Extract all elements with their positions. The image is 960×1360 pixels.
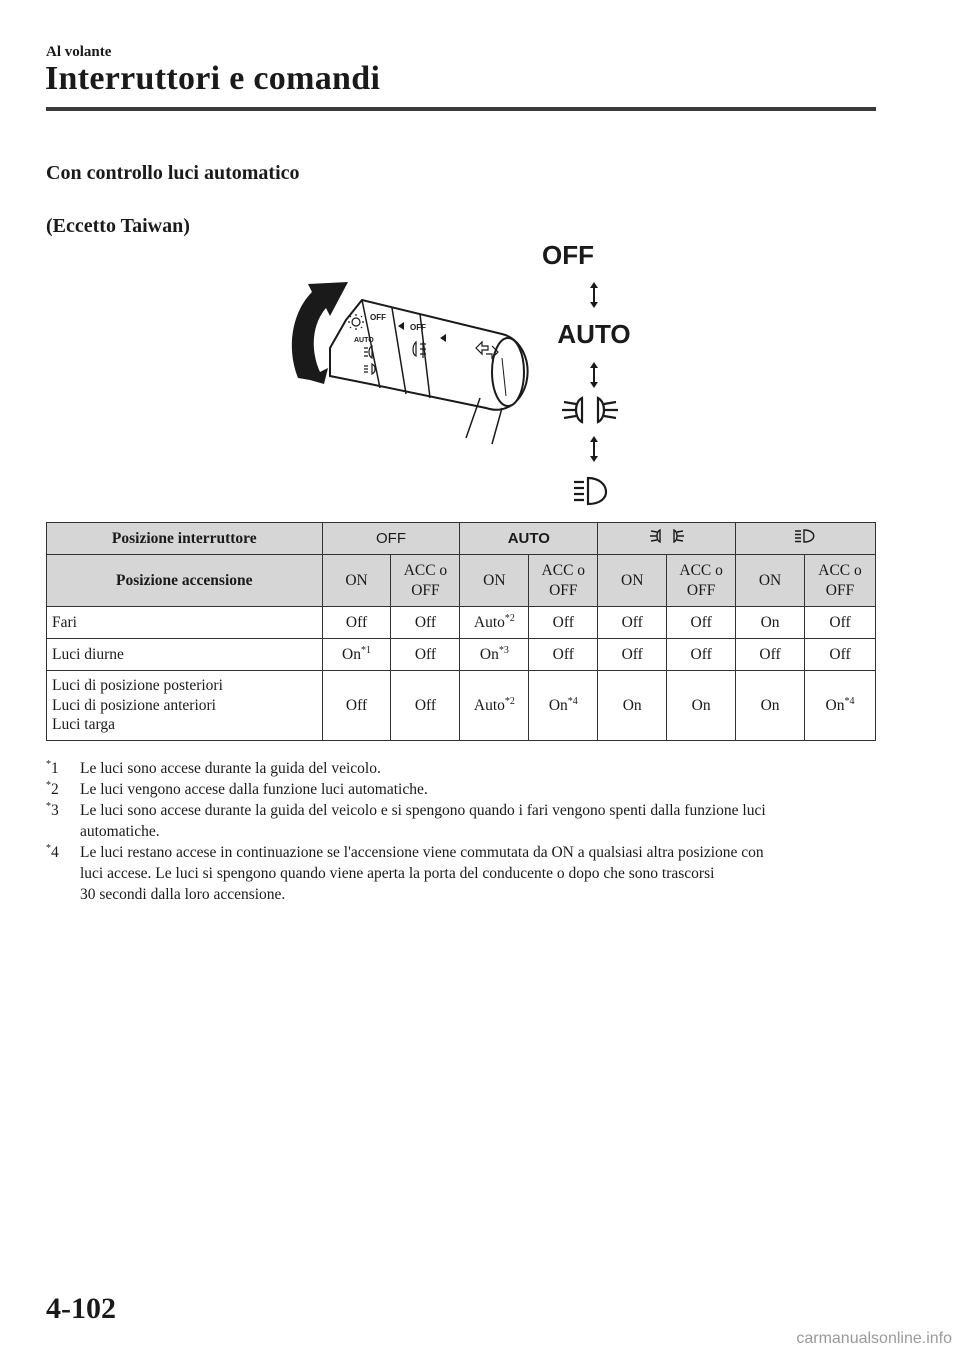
double-arrow-icon	[590, 436, 598, 462]
switch-off-cell: OFF	[322, 523, 460, 555]
value-cell: Off	[391, 671, 460, 741]
value-cell: Off	[391, 607, 460, 639]
title-rule	[46, 107, 876, 111]
row-label-line: Luci targa	[52, 716, 115, 734]
value-cell: On$^{*1}$	[322, 639, 391, 671]
heading-auto-control: Con controllo luci automatico	[46, 162, 300, 184]
value-cell: On$^{*4}$	[529, 671, 598, 741]
switch-auto-cell: AUTO	[460, 523, 598, 555]
parking-light-icon	[574, 478, 606, 504]
footnote-marker: *4	[46, 842, 59, 861]
footnote-ref: *2	[504, 612, 515, 624]
footnote-marker: *3	[46, 800, 59, 819]
value-cell: Off	[805, 607, 876, 639]
ignition-cell: ON	[598, 555, 667, 607]
value-cell: Off	[667, 607, 736, 639]
ignition-cell: ACC o OFF	[667, 555, 736, 607]
value-cell: Off	[598, 607, 667, 639]
row-label-line: Luci di posizione posteriori	[52, 677, 223, 695]
footnote-item	[46, 800, 876, 842]
row-label-multiline	[47, 671, 323, 741]
footnote-ref: *3	[498, 644, 509, 656]
value-cell: On$^{*3}$	[460, 639, 529, 671]
page-title: Interruttori e comandi	[45, 60, 381, 97]
heading-region: (Eccetto Taiwan)	[46, 215, 190, 237]
footnote-line: automatiche.	[80, 823, 160, 840]
lever-label-off-1: OFF	[370, 313, 386, 322]
ignition-position-row	[47, 555, 876, 607]
ignition-cell: ACC o OFF	[805, 555, 876, 607]
value-cell: Off	[805, 639, 876, 671]
value-cell: On	[667, 671, 736, 741]
value-cell: Auto$^{*2}$	[460, 607, 529, 639]
table-row	[47, 607, 876, 639]
switch-headlight-cell	[598, 523, 736, 555]
page-number: 4-102	[46, 1292, 116, 1325]
value-cell: On	[736, 607, 805, 639]
footnote-marker: *1	[46, 758, 59, 777]
footnote-item	[46, 758, 876, 779]
light-status-table	[46, 522, 876, 741]
value-cell: On$^{*4}$	[805, 671, 876, 741]
footnote-item	[46, 779, 876, 800]
row-label: Luci diurne	[47, 639, 323, 671]
footnote-line: Le luci vengono accese dalla funzione luci automatiche.	[80, 781, 428, 798]
value-cell: Off	[391, 639, 460, 671]
light-switch-figure	[270, 238, 650, 510]
footnote-line: 30 secondi dalla loro accensione.	[80, 886, 286, 903]
ignition-cell: ON	[460, 555, 529, 607]
footnote-item	[46, 842, 876, 905]
lever-label-off-2: OFF	[410, 323, 426, 332]
value-cell: On	[736, 671, 805, 741]
headlight-icon	[649, 528, 685, 544]
switch-parking-cell	[736, 523, 876, 555]
ignition-cell: ACC o OFF	[391, 555, 460, 607]
footnote-line: luci accese. Le luci si spengono quando viene aperta la porta del conducente o dopo che sono trascorsi	[80, 865, 715, 882]
value-cell: Off	[529, 607, 598, 639]
value-cell: Off	[736, 639, 805, 671]
double-arrow-icon	[590, 282, 598, 308]
ignition-cell: ON	[736, 555, 805, 607]
section-label: Al volante	[46, 44, 112, 60]
footnote-line: Le luci sono accese durante la guida del veicolo e si spengono quando i fari vengono spenti dalla funzione luci	[80, 802, 766, 819]
footnote-ref: *1	[361, 644, 371, 656]
footnote-ref: *4	[567, 695, 578, 707]
value-cell: Off	[322, 607, 391, 639]
footnotes	[46, 758, 876, 905]
row-label: Fari	[47, 607, 323, 639]
parking-light-icon	[793, 528, 819, 544]
ignition-cell: ON	[322, 555, 391, 607]
ignition-cell: ACC o OFF	[529, 555, 598, 607]
lever-label-auto: AUTO	[354, 337, 374, 344]
double-arrow-icon	[590, 362, 598, 388]
watermark: carmanualsonline.info	[796, 1330, 952, 1347]
footnote-line: Le luci restano accese in continuazione se l'accensione viene commutata da ON a qualsiasi altra posizione con	[80, 844, 764, 861]
ignition-position-label: Posizione accensione	[47, 555, 323, 607]
value-cell: Off	[667, 639, 736, 671]
footnote-ref: *4	[844, 695, 855, 707]
value-cell: Off	[322, 671, 391, 741]
value-cell: Off	[529, 639, 598, 671]
table-row	[47, 671, 876, 741]
value-cell: Auto$^{*2}$	[460, 671, 529, 741]
value-cell: On	[598, 671, 667, 741]
footnote-ref: *2	[504, 695, 515, 707]
footnote-marker: *2	[46, 779, 59, 798]
headlight-icon	[562, 398, 618, 422]
switch-position-label: Posizione interruttore	[47, 523, 323, 555]
footnote-line: Le luci sono accese durante la guida del veicolo.	[80, 760, 381, 777]
position-auto-label: AUTO	[557, 319, 631, 349]
value-cell: Off	[598, 639, 667, 671]
position-off-label: OFF	[542, 240, 594, 270]
table-row	[47, 639, 876, 671]
row-label-line: Luci di posizione anteriori	[52, 696, 216, 714]
switch-position-row	[47, 523, 876, 555]
